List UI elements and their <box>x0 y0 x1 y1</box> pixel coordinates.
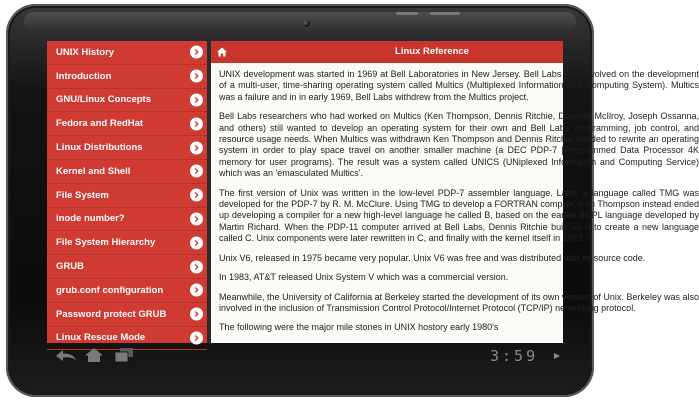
sidebar-item-label: Linux Rescue Mode <box>56 332 146 344</box>
paragraph: UNIX development was started in 1969 at Bell Laboratories in New Jersey. Bell Labs was involved on the development of a multi-user, time-sharing operating system called Multics (Multiplexed Information and Computing System). Multics was a failure and in in early 1969, Bell Labs withdrew from the Multics project. <box>219 69 699 102</box>
article-body <box>219 69 699 342</box>
system-nav-bar <box>20 343 568 369</box>
sidebar-item-label: inode number? <box>56 213 125 225</box>
sidebar-item-linux-distributions[interactable] <box>47 136 207 160</box>
sidebar-item-label: Fedora and RedHat <box>56 118 144 130</box>
home-nav-icon[interactable] <box>84 347 104 363</box>
chevron-right-icon <box>190 141 203 154</box>
sidebar-item-file-system-hierarchy[interactable] <box>47 231 207 255</box>
sidebar-item-label: GNU/Linux Concepts <box>56 94 152 106</box>
chevron-right-icon <box>190 117 203 130</box>
chevron-right-icon <box>190 70 203 83</box>
sidebar-item-kernel-and-shell[interactable] <box>47 160 207 184</box>
sidebar-item-label: UNIX History <box>56 46 115 58</box>
app-screen <box>47 41 699 344</box>
sidebar-item-fedora-and-redhat[interactable] <box>47 112 207 136</box>
sidebar-item-file-system[interactable] <box>47 184 207 208</box>
sidebar-item-label: File System <box>56 189 109 201</box>
page-title: Linux Reference <box>395 46 469 57</box>
sidebar-item-introduction[interactable] <box>47 65 207 89</box>
paragraph: Meanwhile, the University of California at Berkeley started the development of its own version of Unix. Berkeley was also involved in the inclusion of Transmission Control Protocol/Internet Protocol (TCP/IP) networking protocol. <box>219 291 699 313</box>
sidebar-item-label: GRUB <box>56 261 84 273</box>
status-clock: 3:59 <box>490 347 539 365</box>
article-content <box>211 63 699 343</box>
chevron-right-icon <box>190 236 203 249</box>
paragraph: The first version of Unix was written in the low-level PDP-7 assembler language. Later, a language called TMG was developed for the PDP-7 by R. M. McClure. Using TMG to develop a FORTRAN compiler, Ken Thompson instead ended up developing a compiler for a new high-level language he called B, based on the earlier BCPL language developed by Martin Richard. When the PDP-11 computer arrived at Bell Labs, Dennis Ritchie built on B to create a new language called C. Unix components were later rewritten in C, and finally with the kernel itself in 1973. <box>219 187 699 244</box>
sidebar-item-inode-number[interactable] <box>47 208 207 232</box>
paragraph: The following were the major mile stones in UNIX hostory early 1980's <box>219 322 499 333</box>
sidebar-item-label: Kernel and Shell <box>56 165 131 177</box>
sidebar-item-label: File System Hierarchy <box>56 237 156 249</box>
chevron-right-icon <box>190 165 203 178</box>
sidebar-menu <box>47 41 207 343</box>
chevron-right-icon <box>190 212 203 225</box>
paragraph: In 1983, AT&T released Unix System V which was a commercial version. <box>219 272 509 283</box>
chevron-right-icon <box>190 46 203 59</box>
chevron-right-icon <box>190 189 203 202</box>
chevron-right-icon <box>190 260 203 273</box>
sidebar-item-label: Introduction <box>56 70 112 82</box>
camera-lens <box>303 20 310 27</box>
sidebar-item-grub-conf-configuration[interactable] <box>47 279 207 303</box>
sidebar-item-label: Password protect GRUB <box>56 308 167 320</box>
paragraph: Bell Labs researchers who had worked on Multics (Ken Thompson, Dennis Ritchie, Douglas McIlroy, Joseph Ossanna, and others) still wanted to develop an operating system for their own and Bell Labs' programming, job control, and resource usage needs. When Multics was withdrawn Ken Thompson and Dennis Ritchie needed to rewrite an operating system in order to play space travel on another smaller machine (a DEC PDP-7 [Programmed Data Processor 4K memory for user programs). The result was a system called UNICS (UNiplexed Information and Computing Service) which was an 'emasculated Multics'. <box>219 111 699 179</box>
sidebar-item-password-protect-grub[interactable] <box>47 303 207 327</box>
sidebar-item-gnu-linux-concepts[interactable] <box>47 89 207 113</box>
volume-button <box>396 12 418 15</box>
bezel-glare <box>24 12 576 32</box>
chevron-right-icon <box>190 284 203 297</box>
paragraph: Unix V6, released in 1975 became very popular. Unix V6 was free and was distributed with its source code. <box>219 252 646 263</box>
sidebar-item-unix-history[interactable] <box>47 41 207 65</box>
power-button <box>430 12 460 15</box>
sidebar-item-label: Linux Distributions <box>56 142 143 154</box>
chevron-right-icon <box>190 93 203 106</box>
recent-apps-icon[interactable] <box>113 347 135 363</box>
header-bar <box>211 41 563 63</box>
notification-arrow-icon[interactable] <box>553 352 561 360</box>
sidebar-item-label: grub.conf configuration <box>56 284 164 296</box>
back-icon[interactable] <box>54 347 78 363</box>
chevron-right-icon <box>190 308 203 321</box>
sidebar-item-grub[interactable] <box>47 255 207 279</box>
